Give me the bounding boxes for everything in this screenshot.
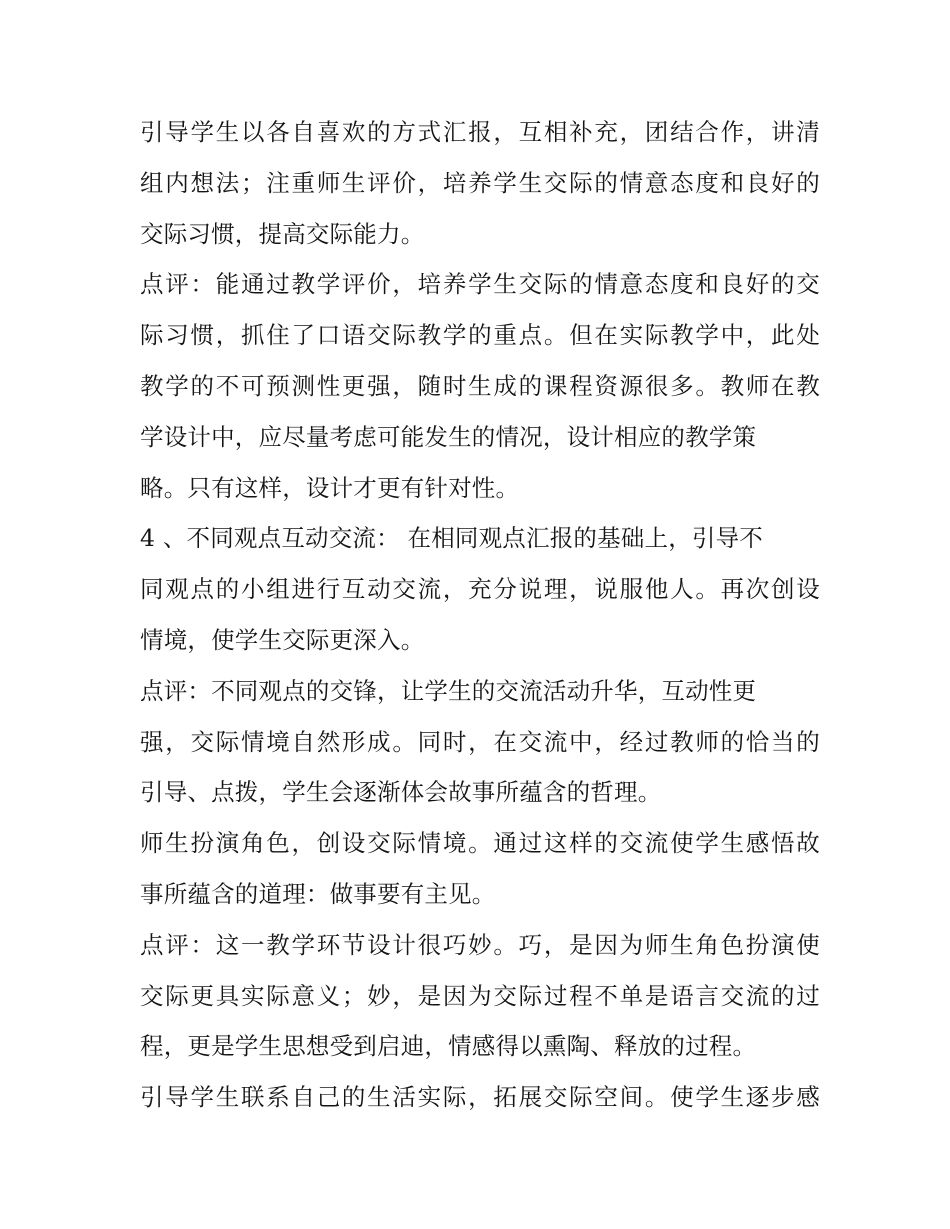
text-line: 际习惯，抓住了口语交际教学的重点。但在实际教学中，此处 xyxy=(140,321,820,350)
text-line: 交际习惯，提高交际能力。 xyxy=(140,219,425,248)
text-line: 交际更具实际意义；妙，是因为交际过程不单是语言交流的过 xyxy=(140,981,820,1010)
paragraph xyxy=(140,1076,820,1127)
text-line: 组内想法；注重师生评价，培养学生交际的情意态度和良好的 xyxy=(140,168,820,197)
text-line: 事所蕴含的道理：做事要有主见。 xyxy=(140,879,496,908)
text-line: 点评：能通过教学评价，培养学生交际的情意态度和良好的交 xyxy=(140,270,820,299)
text-line: 师生扮演角色，创设交际情境。通过这样的交流使学生感悟故 xyxy=(140,829,820,858)
text-line: 点评：这一教学环节设计很巧妙。巧，是因为师生角色扮演使 xyxy=(140,930,820,959)
paragraph-review xyxy=(140,924,820,1076)
text-line: 略。只有这样，设计才更有针对性。 xyxy=(140,473,520,502)
text-line: 程，更是学生思想受到启迪，情感得以熏陶、释放的过程。 xyxy=(140,1032,757,1061)
text-line: 同观点的小组进行互动交流，充分说理，说服他人。再次创设 xyxy=(140,575,820,604)
paragraph-review xyxy=(140,263,820,517)
text-line: 强，交际情境自然形成。同时，在交流中，经过教师的恰当的 xyxy=(140,727,820,756)
text-line: 教学的不可预测性更强，随时生成的课程资源很多。教师在教 xyxy=(140,371,820,400)
text-line: 引导、点拨，学生会逐渐体会故事所蕴含的哲理。 xyxy=(140,778,662,807)
paragraph xyxy=(140,822,820,924)
text-line: 情境，使学生交际更深入。 xyxy=(140,625,425,654)
text-line: 引导学生以各自喜欢的方式汇报，互相补充，团结合作，讲清 xyxy=(140,118,820,146)
paragraph xyxy=(140,111,820,263)
paragraph-step-4 xyxy=(140,517,820,669)
document-body xyxy=(140,111,820,1127)
text-line: 点评：不同观点的交锋，让学生的交流活动升华，互动性更 xyxy=(140,676,757,705)
text-line: 引导学生联系自己的生活实际，拓展交际空间。使学生逐步感 xyxy=(140,1083,820,1112)
text-line: 学设计中，应尽量考虑可能发生的情况，设计相应的教学策 xyxy=(140,422,757,451)
text-line: 4 、不同观点互动交流： 在相同观点汇报的基础上，引导不 xyxy=(140,524,763,553)
paragraph-review xyxy=(140,670,820,822)
